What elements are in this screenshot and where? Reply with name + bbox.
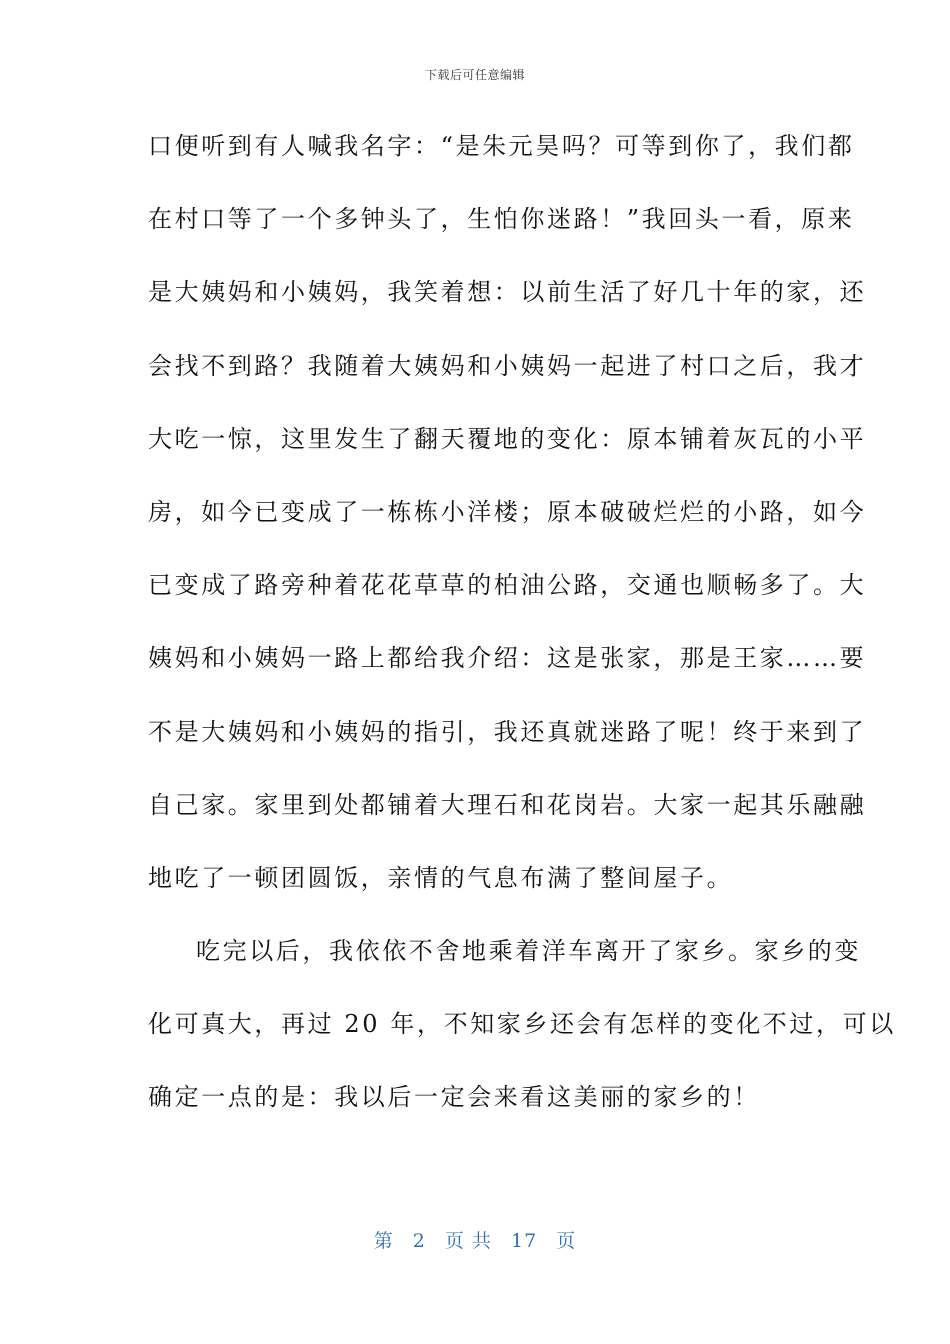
text-line: 是大姨妈和小姨妈，我笑着想：以前生活了好几十年的家，还 — [148, 278, 867, 307]
document-body — [148, 122, 896, 1147]
text-line: 房，如今已变成了一栋栋小洋楼；原本破破烂烂的小路，如今 — [148, 497, 867, 526]
footer-prefix: 第 — [373, 1230, 394, 1252]
text-line: 在村口等了一个多钟头了，生怕你迷路！”我回头一看，原来 — [148, 205, 855, 234]
text-line: 确定一点的是：我以后一定会来看这美丽的家乡的！ — [148, 1083, 760, 1112]
footer-suffix: 页 — [556, 1230, 577, 1252]
page-header: 下载后可任意编辑 — [424, 68, 525, 82]
text-line: 地吃了一顿团圆饭，亲情的气息布满了整间屋子。 — [148, 863, 734, 892]
text-line: 姨妈和小姨妈一路上都给我介绍：这是张家，那是王家……要 — [148, 644, 867, 673]
text-line: 口便听到有人喊我名字：“是朱元昊吗？可等到你了，我们都 — [148, 132, 855, 160]
text-line-paragraph-start: 吃完以后，我依依不舍地乘着洋车离开了家乡。家乡的变 — [196, 937, 861, 966]
current-page-number: 2 — [412, 1230, 426, 1252]
text-line: 已变成了路旁种着花花草草的柏油公路，交通也顺畅多了。大 — [148, 571, 867, 600]
text-line: 自己家。家里到处都铺着大理石和花岗岩。大家一起其乐融融 — [148, 790, 867, 819]
total-page-count: 17 — [511, 1230, 538, 1252]
page-number-footer — [0, 1226, 950, 1253]
footer-middle: 页 共 — [444, 1230, 492, 1252]
text-line: 化可真大，再过 20 年，不知家乡还会有怎样的变化不过，可以 — [148, 1010, 896, 1039]
text-line: 大吃一惊，这里发生了翻天覆地的变化：原本铺着灰瓦的小平 — [148, 424, 867, 453]
text-line: 不是大姨妈和小姨妈的指引，我还真就迷路了呢！终于来到了 — [148, 717, 867, 746]
text-line: 会找不到路？我随着大姨妈和小姨妈一起进了村口之后，我才 — [148, 351, 867, 380]
